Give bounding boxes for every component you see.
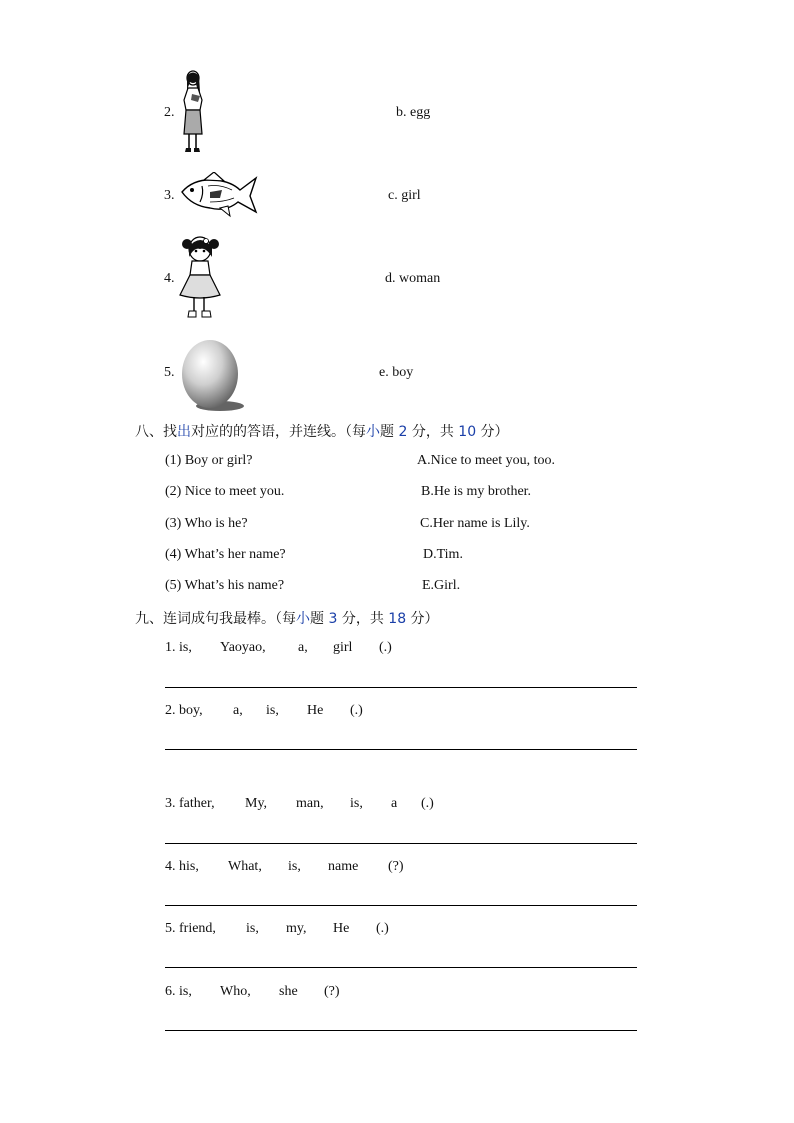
scrambled-word: He: [307, 703, 324, 718]
section-heading: [135, 608, 439, 628]
scrambled-word: Who,: [220, 984, 251, 999]
scrambled-word: is,: [350, 796, 363, 811]
scrambled-word: (.): [379, 640, 392, 655]
item-number: 3.: [164, 188, 175, 203]
answer-item: C.Her name is Lily.: [420, 516, 530, 531]
woman-picture: [178, 70, 212, 154]
scrambled-word: 1. is,: [165, 640, 192, 655]
scrambled-word: (.): [421, 796, 434, 811]
scrambled-word: girl: [333, 640, 353, 655]
scrambled-word: Yaoyao,: [220, 640, 266, 655]
scrambled-word: (.): [350, 703, 363, 718]
scrambled-word: My,: [245, 796, 268, 811]
answer-line[interactable]: [165, 967, 637, 968]
scrambled-word: is,: [266, 703, 279, 718]
question-item: (3) Who is he?: [165, 516, 248, 531]
answer-line[interactable]: [165, 905, 637, 906]
scrambled-word: name: [328, 859, 359, 874]
item-number: 2.: [164, 105, 175, 120]
scrambled-word: a,: [298, 640, 308, 655]
question-item: (5) What’s his name?: [165, 578, 285, 593]
word-option: c. girl: [388, 188, 421, 203]
heading-text: 对应的的答语，并连线。（每: [191, 424, 366, 440]
scrambled-word: my,: [286, 921, 307, 936]
girl-picture: [176, 235, 226, 321]
scrambled-word: is,: [288, 859, 301, 874]
points-each: 3: [328, 611, 338, 627]
heading-text: 小: [296, 611, 310, 627]
heading-text: 题: [310, 611, 329, 627]
question-item: (1) Boy or girl?: [165, 453, 253, 468]
answer-item: A.Nice to meet you, too.: [417, 453, 556, 468]
answer-line[interactable]: [165, 843, 637, 844]
scrambled-word: a: [391, 796, 398, 811]
answer-item: B.He is my brother.: [421, 484, 532, 499]
item-number: 5.: [164, 365, 175, 380]
points-total: 10: [458, 424, 477, 440]
answer-line[interactable]: [165, 687, 637, 688]
scrambled-word: 5. friend,: [165, 921, 216, 936]
heading-text: 分）: [476, 424, 509, 440]
heading-text: 八、找: [135, 424, 177, 440]
points-each: 2: [398, 424, 408, 440]
answer-item: E.Girl.: [422, 578, 461, 593]
section-heading: [135, 421, 509, 441]
question-item: (4) What’s her name?: [165, 547, 286, 562]
heading-text: 出: [177, 424, 191, 440]
heading-text: 小: [366, 424, 380, 440]
word-option: d. woman: [385, 271, 441, 286]
scrambled-word: (?): [324, 984, 340, 999]
scrambled-word: is,: [246, 921, 259, 936]
question-item: (2) Nice to meet you.: [165, 484, 285, 499]
scrambled-word: 2. boy,: [165, 703, 203, 718]
word-option: e. boy: [379, 365, 414, 380]
scrambled-word: 3. father,: [165, 796, 215, 811]
egg-picture: [176, 336, 244, 412]
answer-line[interactable]: [165, 1030, 637, 1031]
scrambled-word: she: [279, 984, 298, 999]
scrambled-word: He: [333, 921, 350, 936]
fish-picture: [180, 172, 258, 220]
heading-text: 题: [380, 424, 399, 440]
scrambled-word: man,: [296, 796, 324, 811]
scrambled-word: (?): [388, 859, 404, 874]
heading-text: 分，共: [337, 611, 389, 627]
scrambled-word: 6. is,: [165, 984, 192, 999]
scrambled-word: What,: [228, 859, 262, 874]
scrambled-word: 4. his,: [165, 859, 199, 874]
scrambled-word: a,: [233, 703, 243, 718]
word-option: b. egg: [396, 105, 431, 120]
heading-text: 九、连词成句我最棒。（每: [135, 611, 296, 627]
answer-item: D.Tim.: [423, 547, 463, 562]
item-number: 4.: [164, 271, 175, 286]
scrambled-word: (.): [376, 921, 389, 936]
heading-text: 分，共: [407, 424, 459, 440]
heading-text: 分）: [406, 611, 439, 627]
points-total: 18: [388, 611, 407, 627]
answer-line[interactable]: [165, 749, 637, 750]
